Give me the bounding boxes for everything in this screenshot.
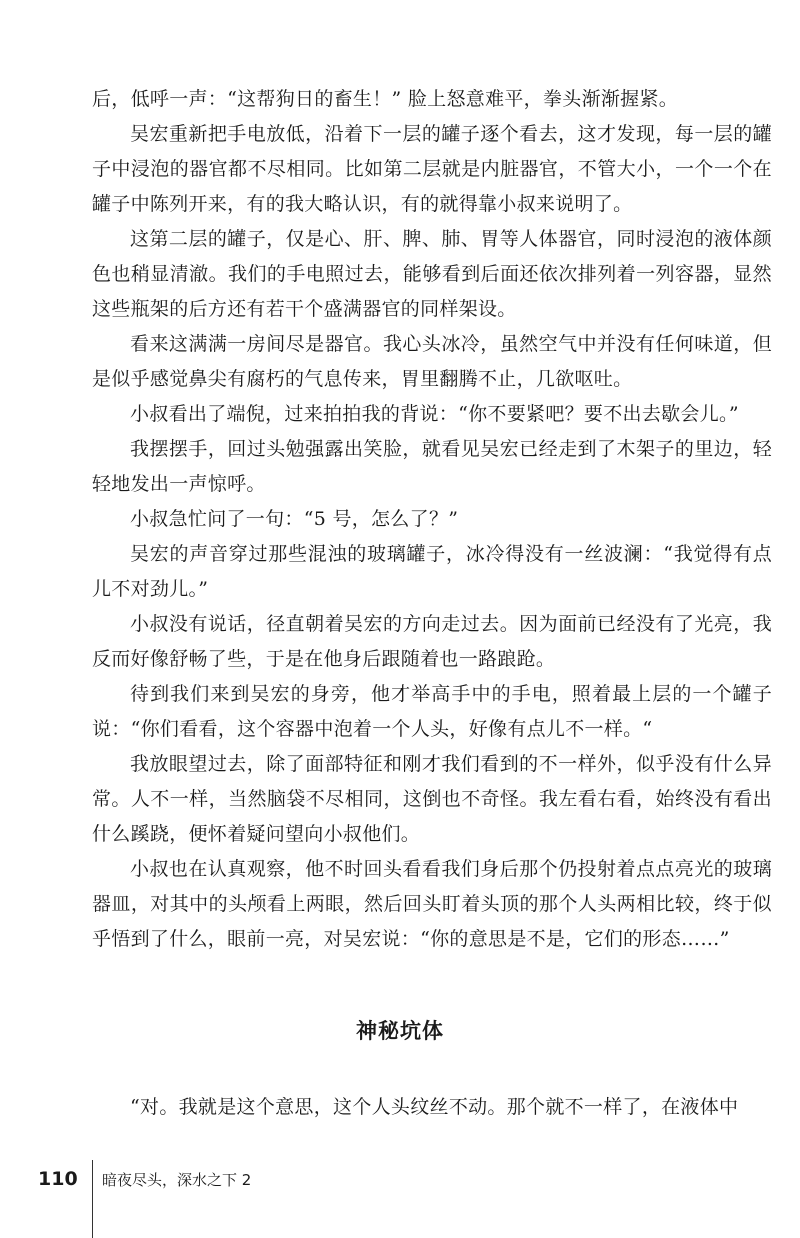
body-text xyxy=(92,82,772,957)
footer-divider xyxy=(92,1160,93,1238)
paragraph-11: 我放眼望过去，除了面部特征和刚才我们看到的不一样外，似乎没有什么异常。人不一样，当然脑袋不尽相同，这倒也不奇怪。我左看右看，始终没有看出什么蹊跷，便怀着疑问望向小叔他们。 xyxy=(92,753,772,845)
running-title: 暗夜尽头，深水之下 2 xyxy=(102,1171,252,1189)
paragraph-5: 小叔看出了端倪，过来拍拍我的背说：“你不要紧吧？要不出去歇会儿。” xyxy=(130,403,739,425)
paragraph-10: 待到我们来到吴宏的身旁，他才举高手中的手电，照着最上层的一个罐子说：“你们看看，这个容器中泡着一个人头，好像有点儿不一样。“ xyxy=(92,683,772,740)
paragraph-12: 小叔也在认真观察，他不时回头看看我们身后那个仍投射着点点亮光的玻璃器皿，对其中的头颅看上两眼，然后回头盯着头顶的那个人头两相比较，终于似乎悟到了什么，眼前一亮，对吴宏说：“你的意思是不是，它们的形态……” xyxy=(92,858,772,950)
page-footer xyxy=(0,1160,800,1238)
paragraph-1: 后，低呼一声：“这帮狗日的畜生！” 脸上怒意难平，拳头渐渐握紧。 xyxy=(92,88,679,110)
paragraph-8: 吴宏的声音穿过那些混浊的玻璃罐子，冰冷得没有一丝波澜：“我觉得有点儿不对劲儿。” xyxy=(92,543,772,600)
paragraph-2: 吴宏重新把手电放低，沿着下一层的罐子逐个看去，这才发现，每一层的罐子中浸泡的器官都不尽相同。比如第二层就是内脏器官，不管大小，一个一个在罐子中陈列开来，有的我大略认识，有的就得靠小叔来说明了。 xyxy=(92,123,772,215)
paragraph-3: 这第二层的罐子，仅是心、肝、脾、肺、胃等人体器官，同时浸泡的液体颜色也稍显清澈。我们的手电照过去，能够看到后面还依次排列着一列容器，显然这些瓶架的后方还有若干个盛满器官的同样架设。 xyxy=(92,228,772,320)
paragraph-4: 看来这满满一房间尽是器官。我心头冰冷，虽然空气中并没有任何味道，但是似乎感觉鼻尖有腐朽的气息传来，胃里翻腾不止，几欲呕吐。 xyxy=(92,333,772,390)
section-first-paragraph: “对。我就是这个意思，这个人头纹丝不动。那个就不一样了，在液体中 xyxy=(130,1096,739,1118)
paragraph-6: 我摆摆手，回过头勉强露出笑脸，就看见吴宏已经走到了木架子的里边，轻轻地发出一声惊呼。 xyxy=(92,438,772,495)
section-heading: 神秘坑体 xyxy=(356,1019,444,1043)
section-body xyxy=(92,1090,772,1125)
paragraph-7: 小叔急忙问了一句：“5 号，怎么了？” xyxy=(130,508,459,530)
page-number: 110 xyxy=(38,1168,78,1190)
paragraph-9: 小叔没有说话，径直朝着吴宏的方向走过去。因为面前已经没有了光亮，我反而好像舒畅了些，于是在他身后跟随着也一路踉跄。 xyxy=(92,613,772,670)
